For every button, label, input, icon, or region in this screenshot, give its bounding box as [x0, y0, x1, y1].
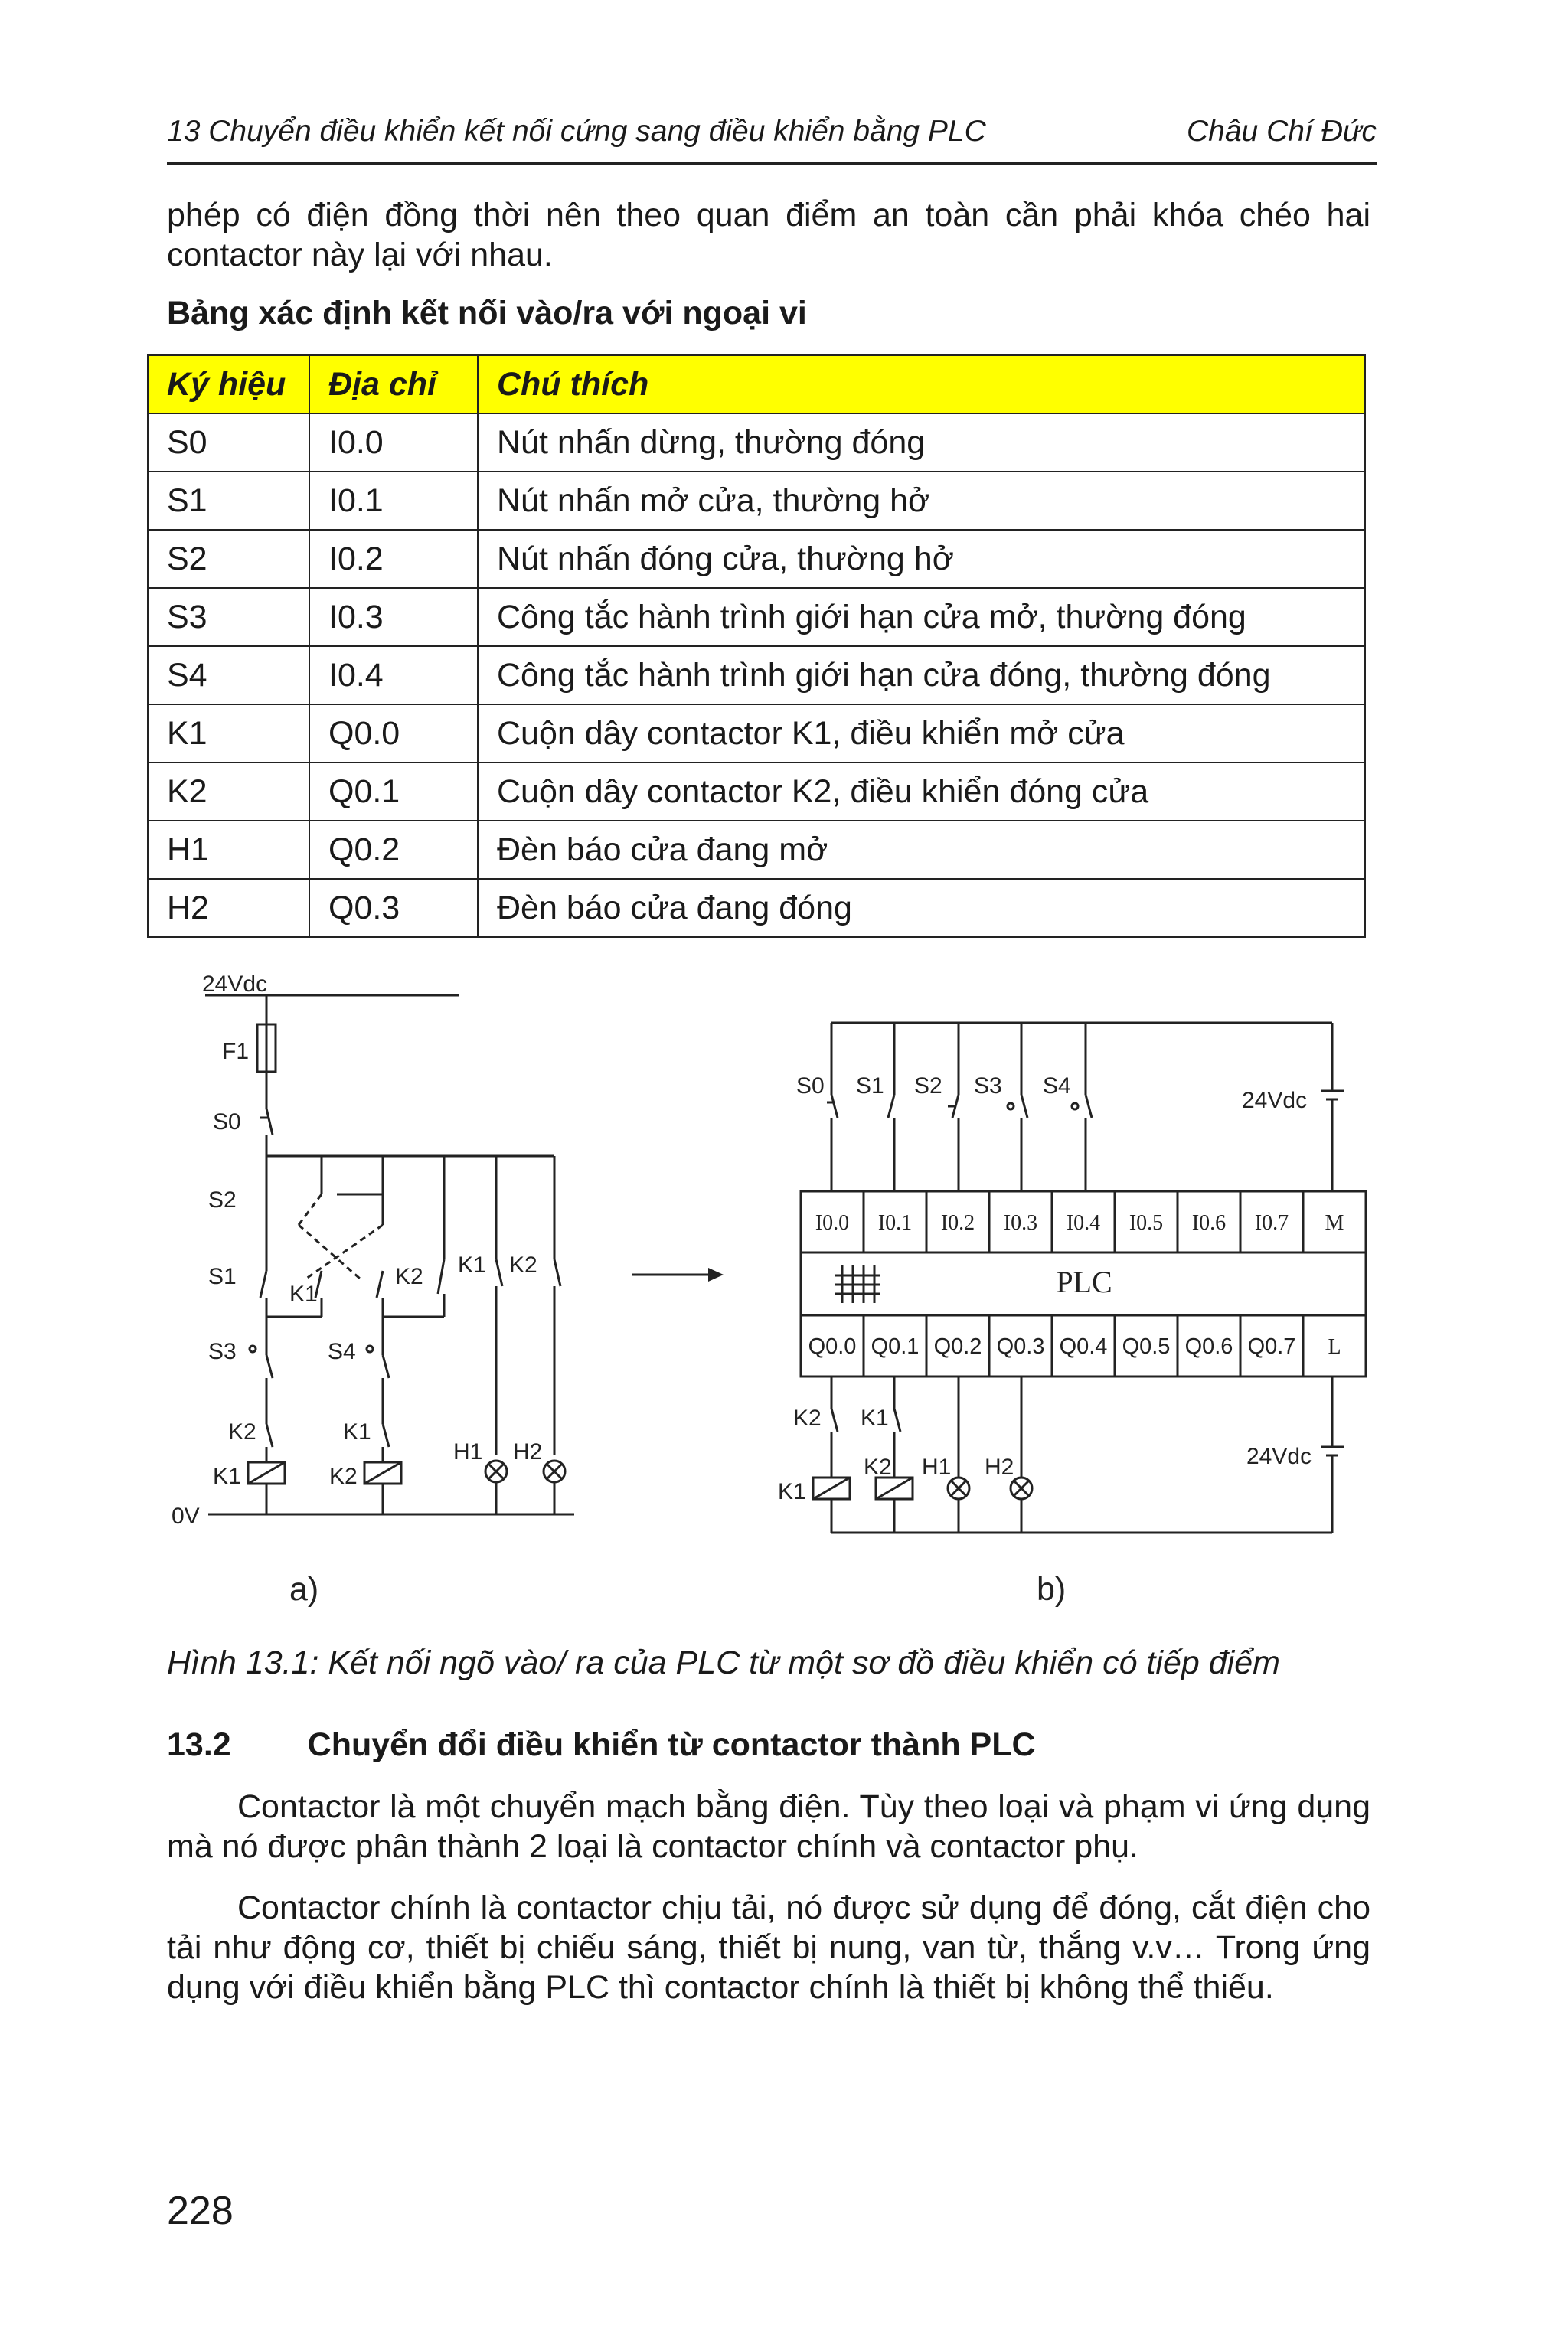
subfigure-label-a: a) [289, 1571, 319, 1608]
lamp-label: H1 [453, 1439, 483, 1465]
io-table [147, 354, 1366, 938]
supply-label: 24Vdc [1246, 1444, 1312, 1469]
switch-label: S3 [974, 1073, 1002, 1099]
switch-label: S1 [856, 1073, 884, 1099]
contact-label: K2 [509, 1252, 537, 1278]
page-number: 228 [167, 2189, 234, 2233]
note-cell: Cuộn dây contactor K1, điều khiển mở cửa [478, 704, 1365, 763]
column-header: Chú thích [478, 355, 1365, 413]
page-header [167, 115, 1377, 165]
note-cell: Nút nhấn dừng, thường đóng [478, 413, 1365, 472]
switch-label: S4 [1043, 1073, 1071, 1099]
symbol-cell: S4 [148, 646, 309, 704]
address-cell: Q0.3 [309, 879, 478, 937]
contact-label: K1 [289, 1282, 318, 1307]
symbol-cell: S0 [148, 413, 309, 472]
switch-label: S2 [914, 1073, 942, 1099]
switch-label: S2 [208, 1187, 237, 1213]
supply-label: 24Vdc [202, 972, 268, 997]
lamp-label: H2 [513, 1439, 543, 1465]
output-terminal: Q0.1 [871, 1334, 920, 1359]
address-cell: I0.4 [309, 646, 478, 704]
output-terminal: Q0.4 [1059, 1334, 1108, 1359]
section-heading [167, 1726, 1036, 1764]
table-row [148, 588, 1365, 646]
author-name: Châu Chí Đức [1187, 115, 1377, 148]
table-row [148, 704, 1365, 763]
output-terminal: Q0.0 [808, 1334, 857, 1359]
address-cell: Q0.2 [309, 821, 478, 879]
supply-label: 24Vdc [1242, 1088, 1308, 1113]
section-number: 13.2 [167, 1726, 231, 1763]
input-terminal: I0.6 [1191, 1211, 1227, 1235]
note-cell: Nút nhấn mở cửa, thường hở [478, 472, 1365, 530]
contact-label: K2 [793, 1406, 822, 1431]
output-terminal: Q0.7 [1247, 1334, 1296, 1359]
input-terminal: I0.4 [1066, 1211, 1101, 1235]
note-cell: Công tắc hành trình giới hạn cửa mở, thường đóng [478, 588, 1365, 646]
table-row [148, 472, 1365, 530]
note-cell: Đèn báo cửa đang đóng [478, 879, 1365, 937]
symbol-cell: K2 [148, 763, 309, 821]
address-cell: Q0.1 [309, 763, 478, 821]
table-row [148, 646, 1365, 704]
output-terminal: Q0.5 [1122, 1334, 1171, 1359]
note-cell: Cuộn dây contactor K2, điều khiển đóng cửa [478, 763, 1365, 821]
address-cell: I0.1 [309, 472, 478, 530]
ground-label: 0V [172, 1504, 200, 1529]
input-terminal: I0.0 [815, 1211, 850, 1235]
body-paragraph: Contactor là một chuyển mạch bằng điện. Tùy theo loại và phạm vi ứng dụng mà nó được phân thành 2 loại là contactor chính và contactor phụ. [167, 1788, 1370, 1865]
plc-wiring-diagram [778, 1023, 1366, 1533]
input-terminal: I0.7 [1254, 1211, 1289, 1235]
intro-paragraph: phép có điện đồng thời nên theo quan điểm an toàn cần phải khóa chéo hai contactor này lại với nhau. [167, 197, 1370, 273]
input-terminal: M [1325, 1211, 1344, 1235]
table-header-row [148, 355, 1365, 413]
contact-label: K2 [395, 1264, 423, 1289]
coil-label: K1 [778, 1479, 806, 1504]
symbol-cell: S1 [148, 472, 309, 530]
note-cell: Đèn báo cửa đang mở [478, 821, 1365, 879]
contactor-circuit-diagram [172, 972, 574, 1529]
fuse-label: F1 [222, 1039, 250, 1064]
note-cell: Công tắc hành trình giới hạn cửa đóng, thường đóng [478, 646, 1365, 704]
switch-label: S0 [213, 1109, 241, 1135]
switch-label: S1 [208, 1264, 237, 1289]
circuit-figure [0, 957, 1568, 1646]
subfigure-label-b: b) [1037, 1571, 1067, 1608]
table-title: Bảng xác định kết nối vào/ra với ngoại vi [167, 295, 807, 331]
table-row [148, 530, 1365, 588]
contact-label: K2 [228, 1419, 256, 1445]
address-cell: Q0.0 [309, 704, 478, 763]
column-header: Địa chỉ [309, 355, 478, 413]
address-cell: I0.3 [309, 588, 478, 646]
switch-label: S3 [208, 1339, 237, 1364]
symbol-cell: K1 [148, 704, 309, 763]
output-terminal: Q0.6 [1184, 1334, 1233, 1359]
table-row [148, 821, 1365, 879]
input-terminal: I0.2 [940, 1211, 975, 1235]
lamp-label: H1 [922, 1455, 952, 1480]
chapter-title: 13 Chuyển điều khiển kết nối cứng sang điều khiển bằng PLC [167, 115, 986, 148]
input-terminal: I0.3 [1003, 1211, 1038, 1235]
symbol-cell: S2 [148, 530, 309, 588]
contact-label: K1 [458, 1252, 486, 1278]
input-terminal: I0.1 [877, 1211, 913, 1235]
lamp-label: H2 [985, 1455, 1014, 1480]
table-row [148, 879, 1365, 937]
switch-label: S0 [796, 1073, 825, 1099]
plc-label: PLC [1056, 1265, 1112, 1299]
hash-icon [835, 1265, 880, 1303]
output-terminal: L [1328, 1335, 1341, 1359]
coil-label: K1 [213, 1464, 241, 1489]
coil-label: K2 [329, 1464, 358, 1489]
body-paragraph: Contactor chính là contactor chịu tải, nó được sử dụng để đóng, cắt điện cho tải như động cơ, thiết bị chiếu sáng, thiết bị nung, van từ, thắng v.v… Trong ứng dụng với điều khiển bằng PLC thì contactor chính là thiết bị không thể thiếu. [167, 1889, 1370, 2006]
address-cell: I0.0 [309, 413, 478, 472]
output-terminal: Q0.3 [996, 1334, 1045, 1359]
symbol-cell: S3 [148, 588, 309, 646]
column-header: Ký hiệu [148, 355, 309, 413]
contact-label: K1 [861, 1406, 889, 1431]
switch-label: S4 [328, 1339, 356, 1364]
figure-caption: Hình 13.1: Kết nối ngõ vào/ ra của PLC từ một sơ đồ điều khiển có tiếp điểm [167, 1644, 1280, 1681]
symbol-cell: H2 [148, 879, 309, 937]
table-row [148, 763, 1365, 821]
section-title: Chuyển đổi điều khiển từ contactor thành PLC [307, 1726, 1036, 1763]
symbol-cell: H1 [148, 821, 309, 879]
address-cell: I0.2 [309, 530, 478, 588]
coil-label: K2 [864, 1455, 892, 1480]
output-terminal: Q0.2 [933, 1334, 982, 1359]
contact-label: K1 [343, 1419, 371, 1445]
note-cell: Nút nhấn đóng cửa, thường hở [478, 530, 1365, 588]
table-row [148, 413, 1365, 472]
input-terminal: I0.5 [1129, 1211, 1164, 1235]
